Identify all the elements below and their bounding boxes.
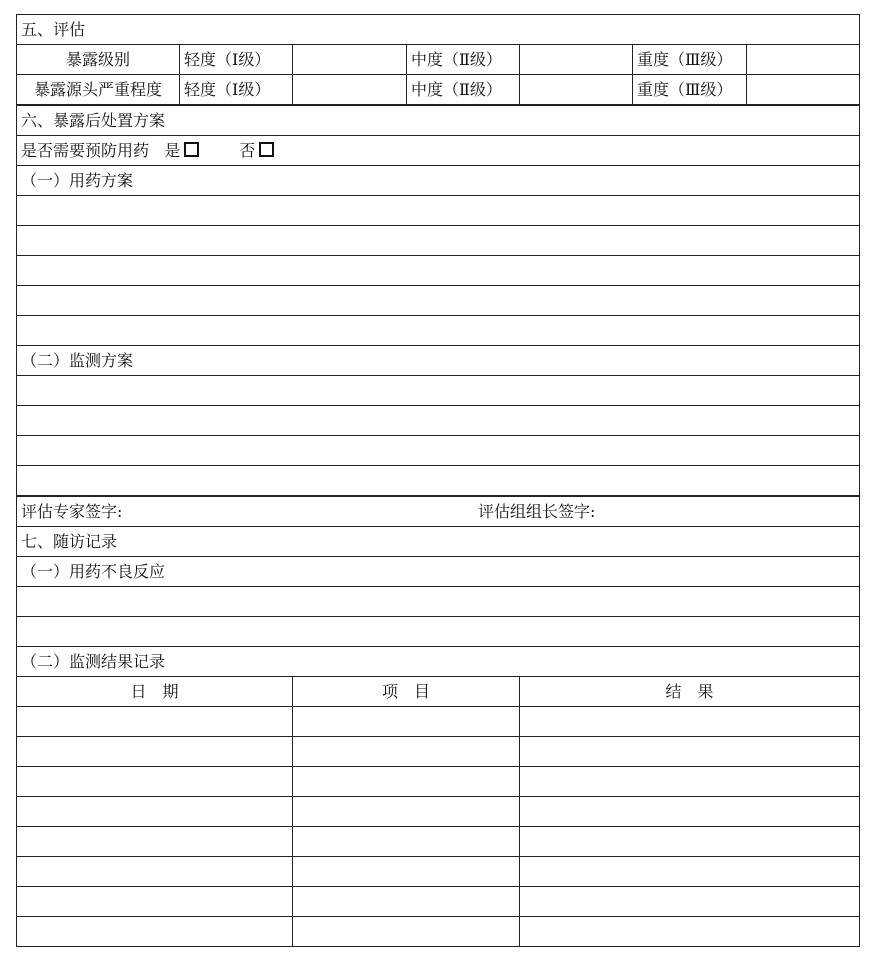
- date-cell[interactable]: [17, 767, 293, 797]
- section6-header-row: [17, 105, 860, 136]
- prophylaxis-question: 是否需要预防用药: [21, 141, 150, 160]
- table-row: [17, 707, 860, 737]
- table-row: [17, 857, 860, 887]
- no-label: 否: [239, 141, 256, 160]
- result-cell[interactable]: [520, 797, 860, 827]
- column-header-result: 结 果: [520, 677, 860, 707]
- result-cell[interactable]: [520, 767, 860, 797]
- date-cell[interactable]: [17, 737, 293, 767]
- prophylaxis-row: [17, 136, 860, 166]
- exposure-level-row: [17, 45, 860, 75]
- monitoring-plan-title: （二）监测方案: [17, 346, 860, 376]
- medication-plan-line: [17, 226, 860, 256]
- medication-plan-entry[interactable]: [17, 286, 860, 316]
- source-severity-mild-cell[interactable]: [293, 75, 407, 106]
- item-cell[interactable]: [293, 767, 520, 797]
- section5-header-row: [17, 15, 860, 45]
- source-severity-severe-label: 重度（Ⅲ级）: [633, 75, 747, 106]
- medication-plan-entry[interactable]: [17, 196, 860, 226]
- prophylaxis-cell: [17, 136, 860, 166]
- exposure-level-moderate-label: 中度（Ⅱ级）: [407, 45, 520, 75]
- exposure-level-mild-cell[interactable]: [293, 45, 407, 75]
- medication-plan-line: [17, 286, 860, 316]
- result-cell[interactable]: [520, 887, 860, 917]
- date-cell[interactable]: [17, 707, 293, 737]
- section7-title: 七、随访记录: [17, 527, 860, 557]
- adverse-reactions-line: [17, 587, 860, 617]
- section5-title: 五、评估: [17, 15, 860, 45]
- monitoring-plan-entry[interactable]: [17, 406, 860, 436]
- medication-plan-entry[interactable]: [17, 226, 860, 256]
- monitoring-results-header-row: [17, 647, 860, 677]
- monitoring-plan-entry[interactable]: [17, 376, 860, 406]
- exposure-level-label: 暴露级别: [17, 45, 180, 75]
- monitoring-plan-line: [17, 466, 860, 497]
- medication-plan-title: （一）用药方案: [17, 166, 860, 196]
- date-cell[interactable]: [17, 887, 293, 917]
- adverse-reactions-line: [17, 617, 860, 647]
- adverse-reactions-title: （一）用药不良反应: [17, 557, 860, 587]
- table-row: [17, 767, 860, 797]
- monitoring-plan-entry[interactable]: [17, 466, 860, 497]
- result-cell[interactable]: [520, 737, 860, 767]
- exposure-level-mild-label: 轻度（Ⅰ级）: [180, 45, 293, 75]
- monitoring-results-table: [16, 676, 860, 947]
- column-header-item: 项 目: [293, 677, 520, 707]
- medication-plan-entry[interactable]: [17, 316, 860, 346]
- item-cell[interactable]: [293, 887, 520, 917]
- exposure-level-moderate-cell[interactable]: [520, 45, 633, 75]
- medication-plan-entry[interactable]: [17, 256, 860, 286]
- item-cell[interactable]: [293, 917, 520, 947]
- form-frame: [16, 14, 859, 947]
- signature-row: [17, 496, 860, 527]
- date-cell[interactable]: [17, 827, 293, 857]
- yes-label: 是: [164, 141, 181, 160]
- source-severity-label: 暴露源头严重程度: [17, 75, 180, 106]
- monitoring-plan-header-row: [17, 346, 860, 376]
- date-cell[interactable]: [17, 797, 293, 827]
- monitoring-results-title: （二）监测结果记录: [17, 647, 860, 677]
- adverse-reactions-header-row: [17, 557, 860, 587]
- medication-plan-line: [17, 256, 860, 286]
- item-cell[interactable]: [293, 827, 520, 857]
- table-row: [17, 887, 860, 917]
- result-cell[interactable]: [520, 857, 860, 887]
- item-cell[interactable]: [293, 707, 520, 737]
- column-header-date: 日 期: [17, 677, 293, 707]
- item-cell[interactable]: [293, 797, 520, 827]
- table-row: [17, 737, 860, 767]
- expert-signature-label: 评估专家签字:: [21, 502, 123, 521]
- date-cell[interactable]: [17, 917, 293, 947]
- results-header-row: [17, 677, 860, 707]
- medication-plan-line: [17, 196, 860, 226]
- section6-title: 六、暴露后处置方案: [17, 105, 860, 136]
- medication-plan-header-row: [17, 166, 860, 196]
- item-cell[interactable]: [293, 857, 520, 887]
- monitoring-plan-line: [17, 376, 860, 406]
- result-cell[interactable]: [520, 827, 860, 857]
- source-severity-row: [17, 75, 860, 106]
- table-row: [17, 827, 860, 857]
- adverse-reactions-entry[interactable]: [17, 617, 860, 647]
- source-severity-moderate-label: 中度（Ⅱ级）: [407, 75, 520, 106]
- source-severity-mild-label: 轻度（Ⅰ级）: [180, 75, 293, 106]
- signature-cell: [17, 496, 860, 527]
- no-checkbox[interactable]: [259, 142, 274, 157]
- result-cell[interactable]: [520, 707, 860, 737]
- exposure-level-severe-cell[interactable]: [747, 45, 860, 75]
- result-cell[interactable]: [520, 917, 860, 947]
- monitoring-plan-line: [17, 406, 860, 436]
- item-cell[interactable]: [293, 737, 520, 767]
- table-row: [17, 797, 860, 827]
- source-severity-moderate-cell[interactable]: [520, 75, 633, 106]
- source-severity-severe-cell[interactable]: [747, 75, 860, 106]
- monitoring-plan-line: [17, 436, 860, 466]
- yes-checkbox[interactable]: [184, 142, 199, 157]
- monitoring-plan-entry[interactable]: [17, 436, 860, 466]
- exposure-level-severe-label: 重度（Ⅲ级）: [633, 45, 747, 75]
- medication-plan-line: [17, 316, 860, 346]
- leader-signature-label: 评估组组长签字:: [478, 502, 596, 521]
- assessment-form: [16, 14, 860, 677]
- adverse-reactions-entry[interactable]: [17, 587, 860, 617]
- table-row: [17, 917, 860, 947]
- date-cell[interactable]: [17, 857, 293, 887]
- section7-header-row: [17, 527, 860, 557]
